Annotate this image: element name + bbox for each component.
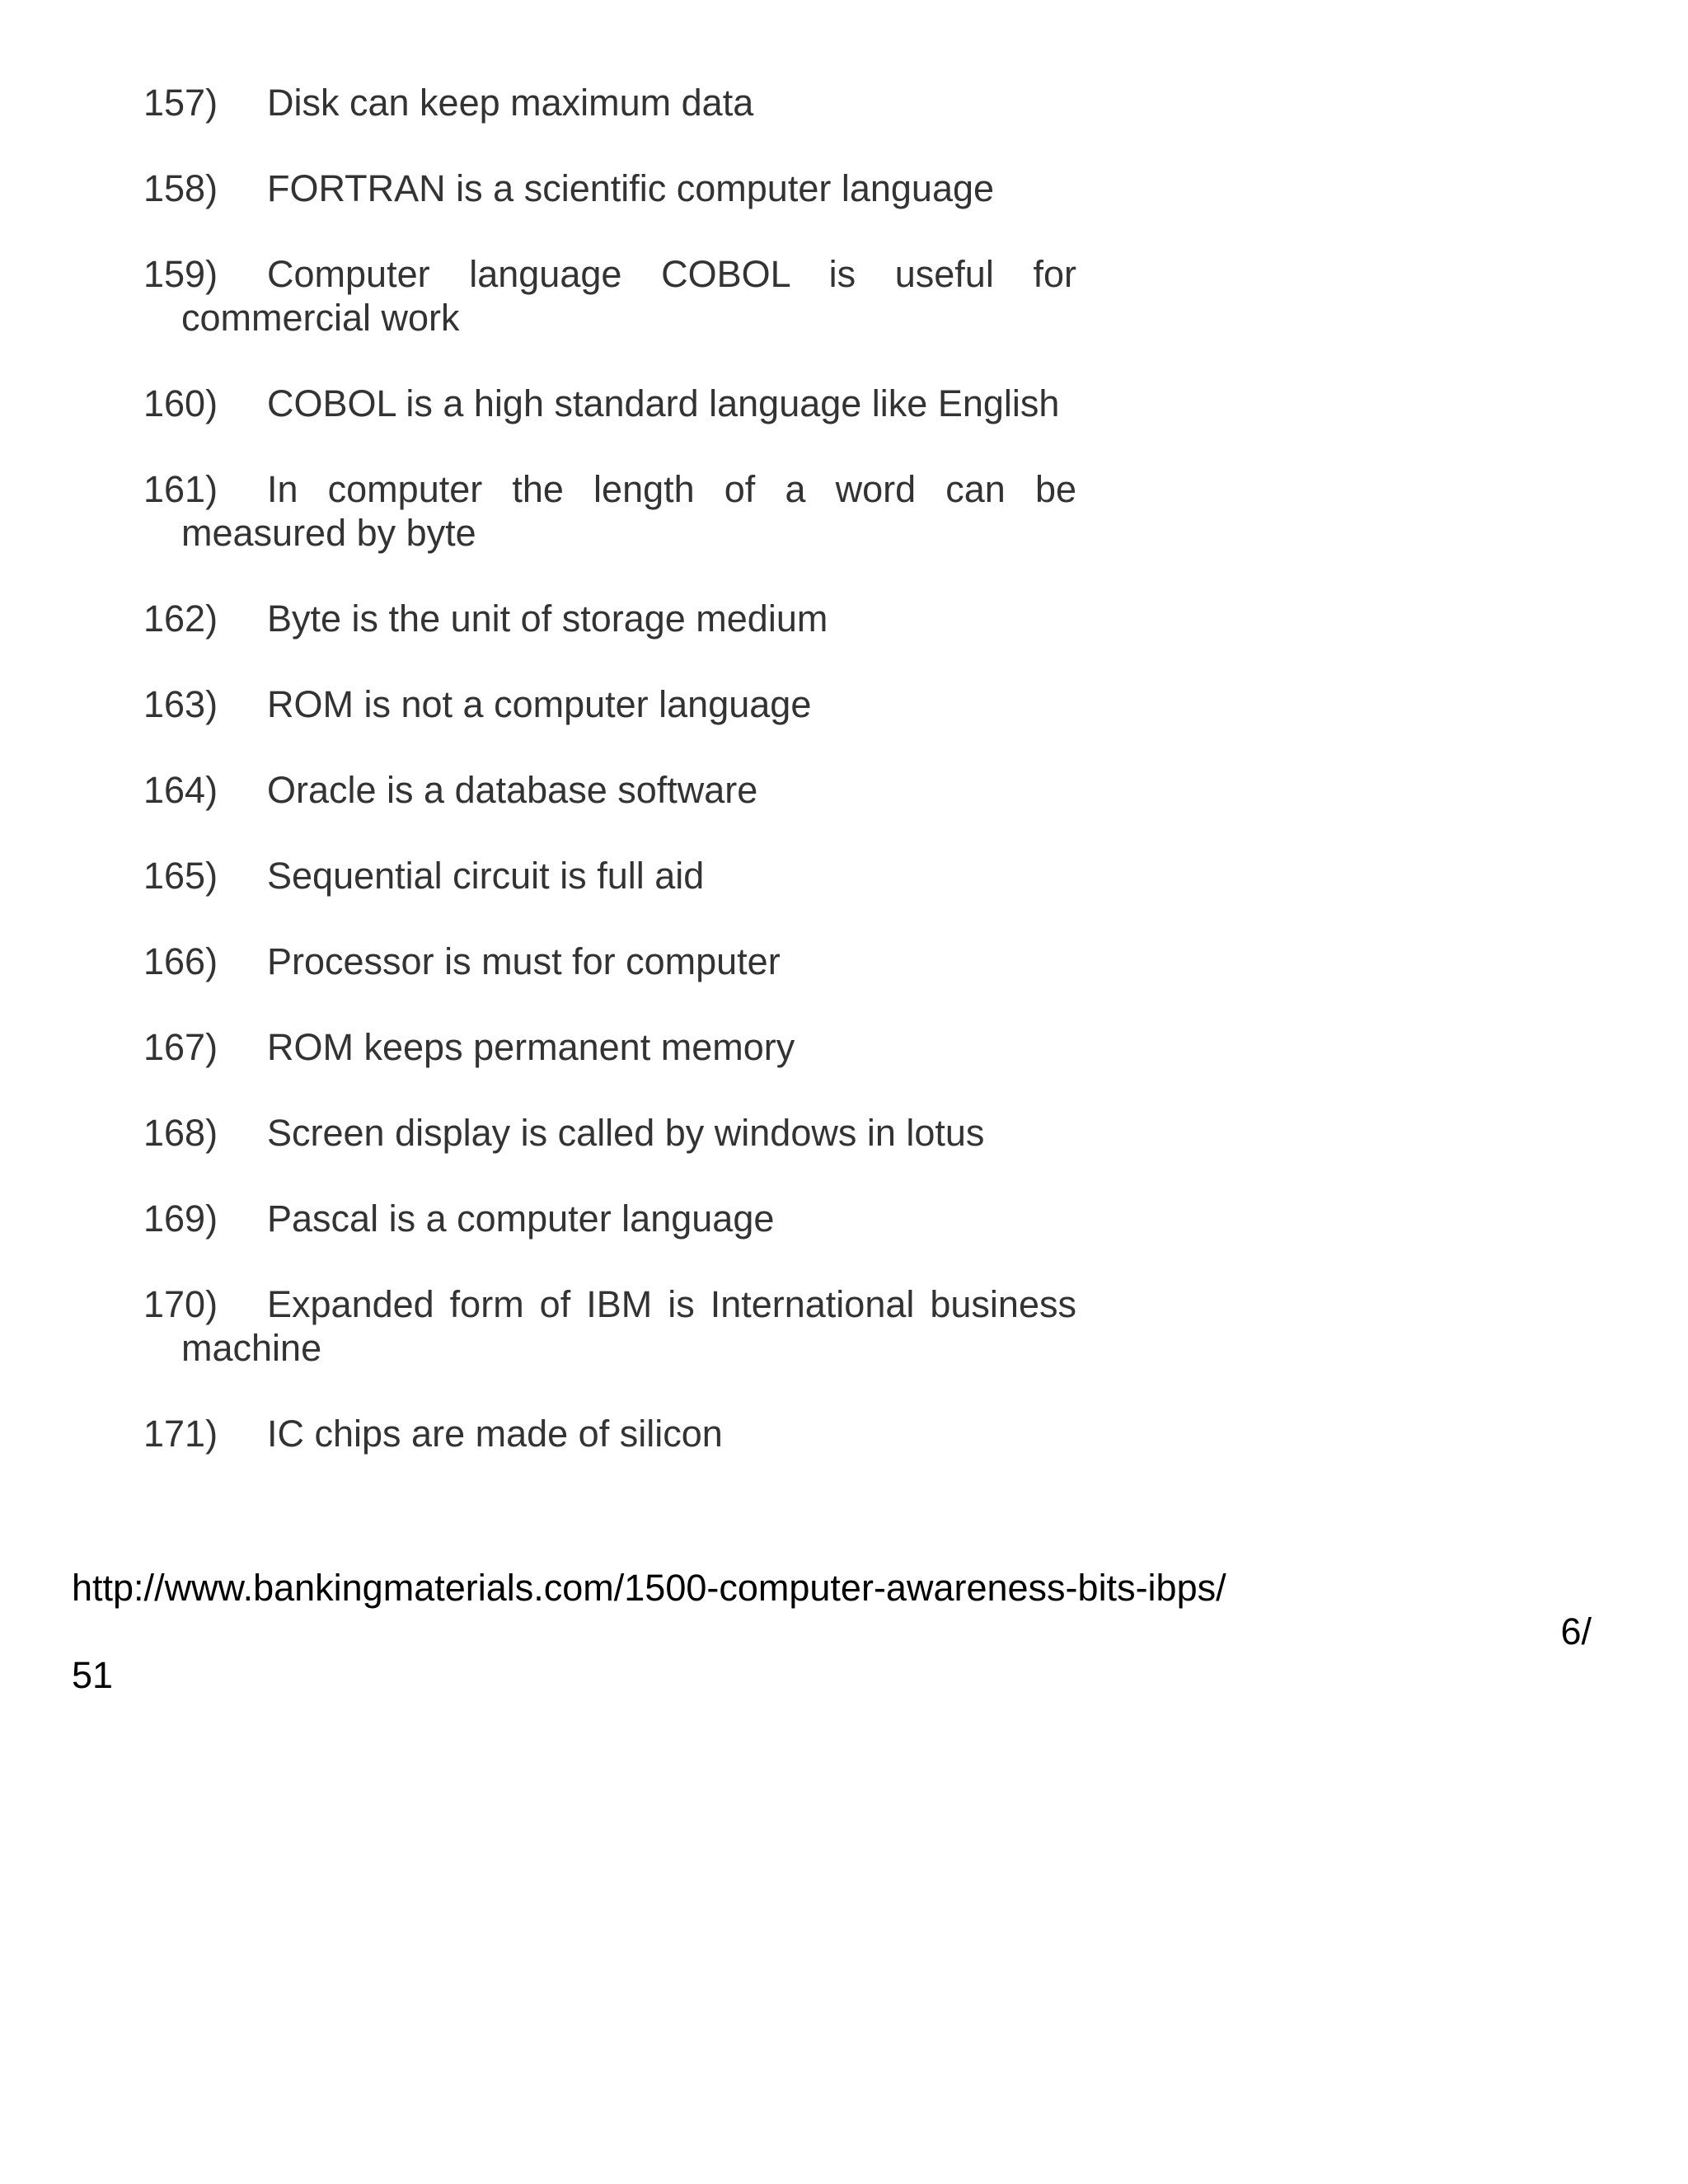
item-text: IC chips are made of silicon [267,1413,723,1455]
item-text: Computer language COBOL is useful for commercial work [181,253,1076,339]
list-item [143,1197,1076,1240]
item-text: COBOL is a high standard language like English [267,382,1060,424]
item-text: Disk can keep maximum data [267,82,754,124]
list-item [143,166,1076,210]
list-item [143,81,1076,124]
list-item [143,1412,1076,1455]
source-url[interactable]: http://www.bankingmaterials.com/1500-computer-awareness-bits-ibps/ [72,1567,1226,1609]
item-text: In computer the length of a word can be measured by byte [181,468,1076,554]
list-item [143,682,1076,726]
item-text: Processor is must for computer [267,940,781,982]
item-text: Oracle is a database software [267,769,758,811]
item-number: 157) [143,82,218,124]
item-number: 163) [143,683,218,725]
list-item [143,597,1076,640]
item-number: 166) [143,940,218,982]
page-number-current: 6/ [1560,1610,1592,1652]
item-number: 158) [143,167,218,209]
item-text: Sequential circuit is full aid [267,855,705,897]
item-number: 159) [143,253,218,295]
list-item [143,467,1076,555]
item-text: Expanded form of IBM is International business machine [181,1283,1076,1369]
item-text: Screen display is called by windows in lotus [267,1112,985,1154]
item-number: 164) [143,769,218,811]
item-text: Pascal is a computer language [267,1197,775,1240]
list-item [143,252,1076,340]
list-item [143,1282,1076,1370]
item-number: 160) [143,382,218,424]
list-item [143,768,1076,812]
item-number: 168) [143,1112,218,1154]
item-text: ROM is not a computer language [267,683,812,725]
item-number: 161) [143,468,218,510]
item-text: ROM keeps permanent memory [267,1026,795,1068]
item-number: 171) [143,1413,218,1455]
item-number: 167) [143,1026,218,1068]
page-number-total: 51 [72,1654,114,1696]
item-number: 169) [143,1197,218,1240]
list-item [143,854,1076,898]
item-text: Byte is the unit of storage medium [267,598,828,640]
list-item [143,940,1076,983]
facts-list [143,81,1076,1497]
list-item [143,382,1076,425]
list-item [143,1111,1076,1155]
list-item [143,1025,1076,1069]
item-number: 165) [143,855,218,897]
item-number: 162) [143,598,218,640]
item-text: FORTRAN is a scientific computer language [267,167,995,209]
item-number: 170) [143,1283,218,1325]
